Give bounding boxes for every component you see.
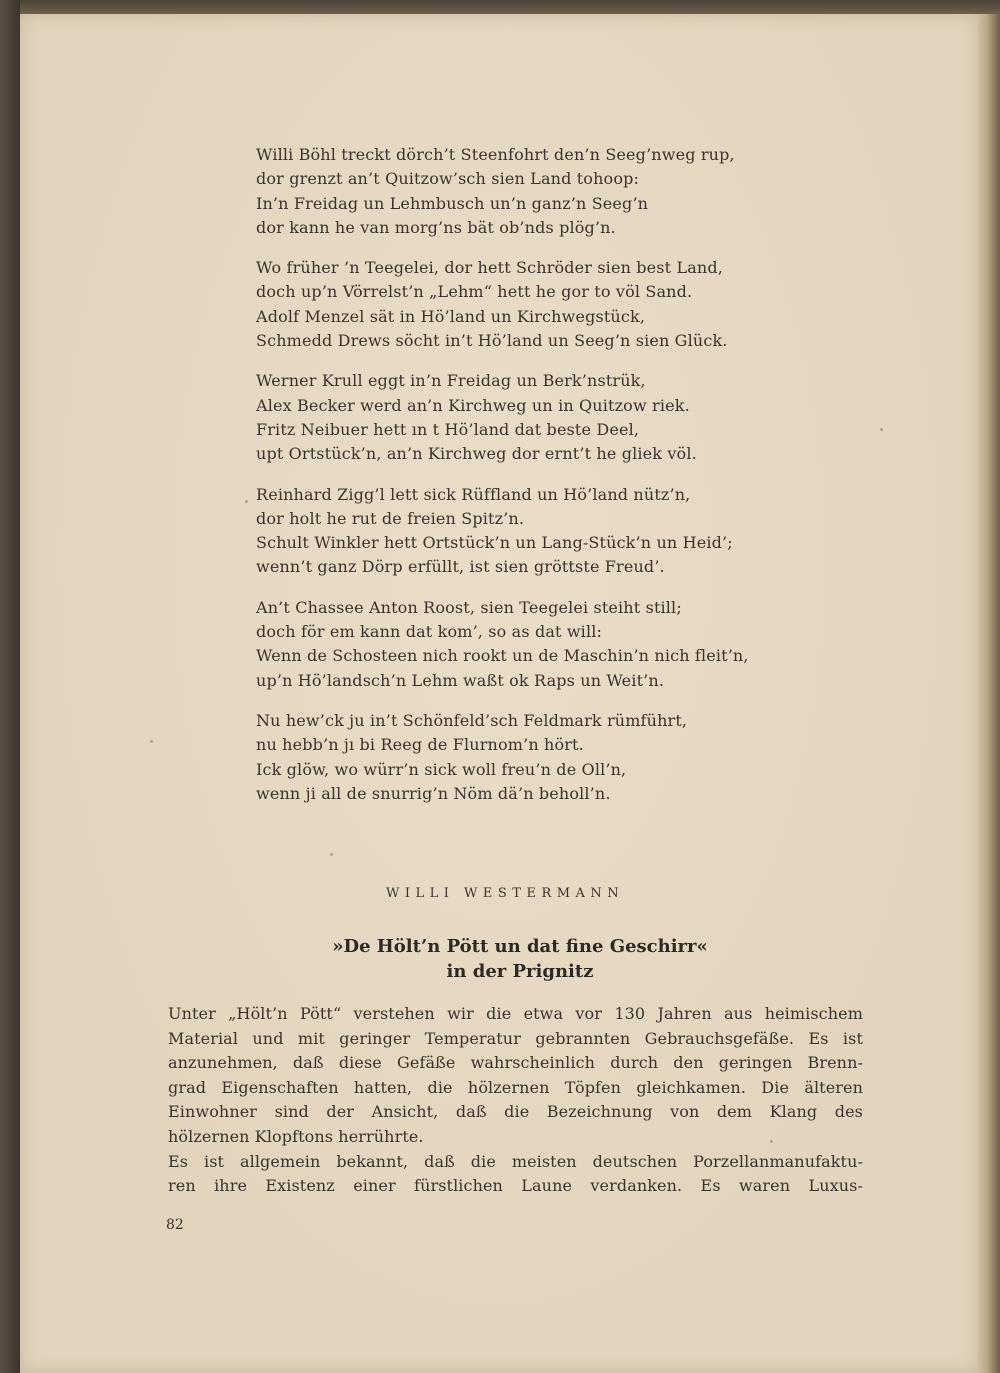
poem-line: Reinhard Zigg’l lett sick Rüffland un Hö’land nütz’n, (256, 484, 691, 504)
page-number: 82 (166, 1217, 184, 1233)
poem-line: Nu hew’ck ju in’t Schönfeld’sch Feldmark rümführt, (256, 710, 688, 730)
body-line: Material und mit geringer Temperatur gebrannten Gebrauchsgefäße. Es ist (168, 1028, 863, 1048)
body-line: ren ihre Existenz einer fürstlichen Laune verdanken. Es waren Luxus- (168, 1176, 863, 1196)
article-title-line-1: »De Hölt’n Pött un dat fine Geschirr« (332, 936, 708, 957)
paper-speck (150, 740, 153, 743)
poem-line: doch up’n Vörrelst’n „Lehm“ hett he gor to völ Sand. (256, 282, 693, 302)
book-edge-top (20, 0, 1000, 14)
poem-line: Fritz Neibuer hett ın t Hö’land dat beste Deel, (256, 419, 640, 439)
article-title-line-2: in der Prignitz (446, 961, 594, 982)
paper-speck (245, 500, 248, 503)
poem-line: In’n Freidag un Lehmbusch un’n ganz’n Seeg’n (256, 193, 649, 213)
book-edge-right (978, 14, 1000, 1373)
poem (256, 143, 856, 822)
paper-speck (880, 428, 883, 431)
article-author: WILLI WESTERMANN (386, 886, 625, 901)
poem-stanza-6 (256, 709, 856, 806)
poem-line: nu hebb’n jı bi Reeg de Flurnom’n hört. (256, 735, 584, 755)
poem-line: upt Ortstück’n, an’n Kirchweg dor ernt’t he gliek völ. (256, 444, 697, 464)
poem-line: doch för em kann dat kom’, so as dat will: (256, 622, 603, 642)
poem-line: Wenn de Schosteen nich rookt un de Maschin’n nich fleit’n, (256, 646, 749, 666)
poem-line: Adolf Menzel sät in Hö’land un Kirchwegstück, (256, 306, 646, 326)
poem-line: dor kann he van morg’ns bät ob’nds plög’n. (256, 217, 616, 237)
poem-line: up’n Hö’landsch’n Lehm waßt ok Raps un Weit’n. (256, 670, 665, 690)
poem-line: dor holt he rut de freien Spitz’n. (256, 508, 525, 528)
poem-line: wenn’t ganz Dörp erfüllt, ist sien gröttste Freud’. (256, 557, 665, 577)
poem-line: Schmedd Drews söcht in’t Hö’land un Seeg’n sien Glück. (256, 331, 728, 351)
poem-line: Werner Krull eggt in’n Freidag un Berk’nstrük, (256, 371, 646, 391)
body-line: Unter „Hölt’n Pött“ verstehen wir die etwa vor 130 Jahren aus heimischem (168, 1004, 863, 1023)
poem-line: Wo früher ’n Teegelei, dor hett Schröder sien best Land, (256, 258, 723, 278)
body-line: Es ist allgemein bekannt, daß die meisten deutschen Porzellanmanufaktu- (168, 1151, 863, 1171)
poem-stanza-5 (256, 596, 856, 693)
poem-line: An’t Chassee Anton Roost, sien Teegelei steiht still; (256, 597, 682, 617)
body-line: Einwohner sind der Ansicht, daß die Bezeichnung von dem Klang des (168, 1102, 863, 1122)
body-line: anzunehmen, daß diese Gefäße wahrscheinlich durch den geringen Brenn- (168, 1053, 863, 1073)
body-line: hölzernen Klopftons herrührte. (168, 1126, 424, 1146)
book-edge-left (0, 0, 20, 1373)
article-body (168, 1002, 863, 1199)
poem-line: wenn ji all de snurrig’n Nöm dä’n beholl’n. (256, 783, 611, 803)
body-line: grad Eigenschaften hatten, die hölzernen Töpfen gleichkamen. Die älteren (168, 1077, 863, 1097)
poem-line: Ick glöw, wo würr’n sick woll freu’n de Oll’n, (256, 759, 627, 779)
article-title (200, 934, 840, 984)
poem-line: Schult Winkler hett Ortstück’n un Lang-Stück’n un Heid’; (256, 533, 733, 553)
paper-speck (330, 853, 333, 856)
poem-stanza-1 (256, 143, 856, 240)
poem-line: Alex Becker werd an’n Kirchweg un in Quitzow riek. (256, 395, 690, 415)
poem-line: dor grenzt an’t Quitzow’sch sien Land tohoop: (256, 169, 640, 189)
poem-stanza-2 (256, 256, 856, 353)
poem-stanza-3 (256, 369, 856, 466)
poem-stanza-4 (256, 483, 856, 580)
paper-speck (770, 1140, 773, 1143)
poem-line: Willi Böhl treckt dörch’t Steenfohrt den’n Seeg’nweg rup, (256, 145, 735, 164)
